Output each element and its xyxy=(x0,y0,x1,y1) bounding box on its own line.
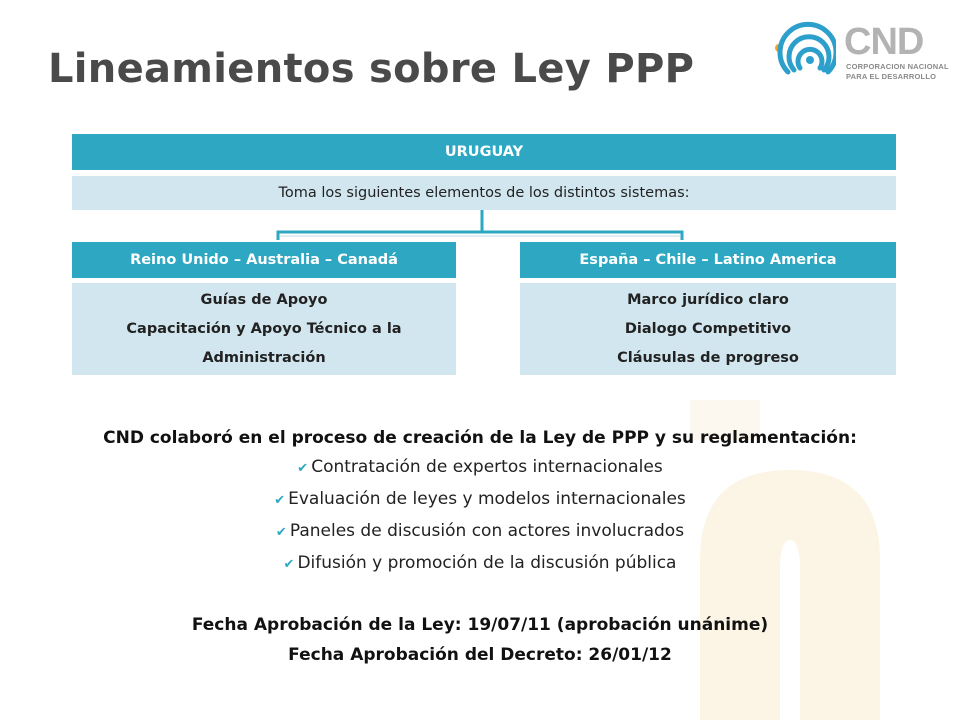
left-item: Guías de Apoyo xyxy=(200,292,328,308)
check-icon: ✔ xyxy=(283,557,295,572)
list-item xyxy=(0,516,960,548)
slide-title: Lineamientos sobre Ley PPP xyxy=(48,46,695,92)
collaboration-heading: CND colaboró en el proceso de creación de la Ley de PPP y su reglamentación: xyxy=(103,428,857,448)
right-system-header: España – Chile – Latino America xyxy=(520,242,896,278)
logo-abbreviation: CND xyxy=(844,21,924,63)
right-item: Dialogo Competitivo xyxy=(624,321,792,337)
list-item xyxy=(0,484,960,516)
right-system-box xyxy=(520,283,896,375)
decree-approval-date: Fecha Aprobación del Decreto: 26/01/12 xyxy=(288,645,672,665)
cnd-logo-icon xyxy=(770,18,836,82)
law-approval-date: Fecha Aprobación de la Ley: 19/07/11 (aprobación unánime) xyxy=(191,615,769,635)
list-item-text: Contratación de expertos internacionales xyxy=(311,457,663,477)
check-icon: ✔ xyxy=(274,493,286,508)
logo-line-2: PARA EL DESARROLLO xyxy=(846,72,937,81)
list-item-text: Difusión y promoción de la discusión pública xyxy=(297,553,677,573)
check-icon: ✔ xyxy=(275,525,287,540)
list-item xyxy=(0,548,960,580)
cnd-logo xyxy=(770,18,949,86)
right-item: Cláusulas de progreso xyxy=(617,350,799,366)
check-icon: ✔ xyxy=(297,461,309,476)
right-item: Marco jurídico claro xyxy=(627,292,789,308)
list-item-text: Evaluación de leyes y modelos internacionales xyxy=(288,489,686,509)
collaboration-section xyxy=(0,428,960,580)
list-item xyxy=(0,452,960,484)
left-item: Administración xyxy=(202,350,326,366)
left-system-header: Reino Unido – Australia – Canadá xyxy=(72,242,456,278)
left-item: Capacitación y Apoyo Técnico a la xyxy=(126,321,402,337)
collaboration-list xyxy=(0,452,960,580)
approval-dates xyxy=(0,610,960,670)
country-subtitle: Toma los siguientes elementos de los distintos sistemas: xyxy=(72,176,896,210)
left-system-box xyxy=(72,283,456,375)
logo-line-1: CORPORACION NACIONAL xyxy=(846,62,949,71)
country-header: URUGUAY xyxy=(72,134,896,170)
list-item-text: Paneles de discusión con actores involucrados xyxy=(289,521,685,541)
